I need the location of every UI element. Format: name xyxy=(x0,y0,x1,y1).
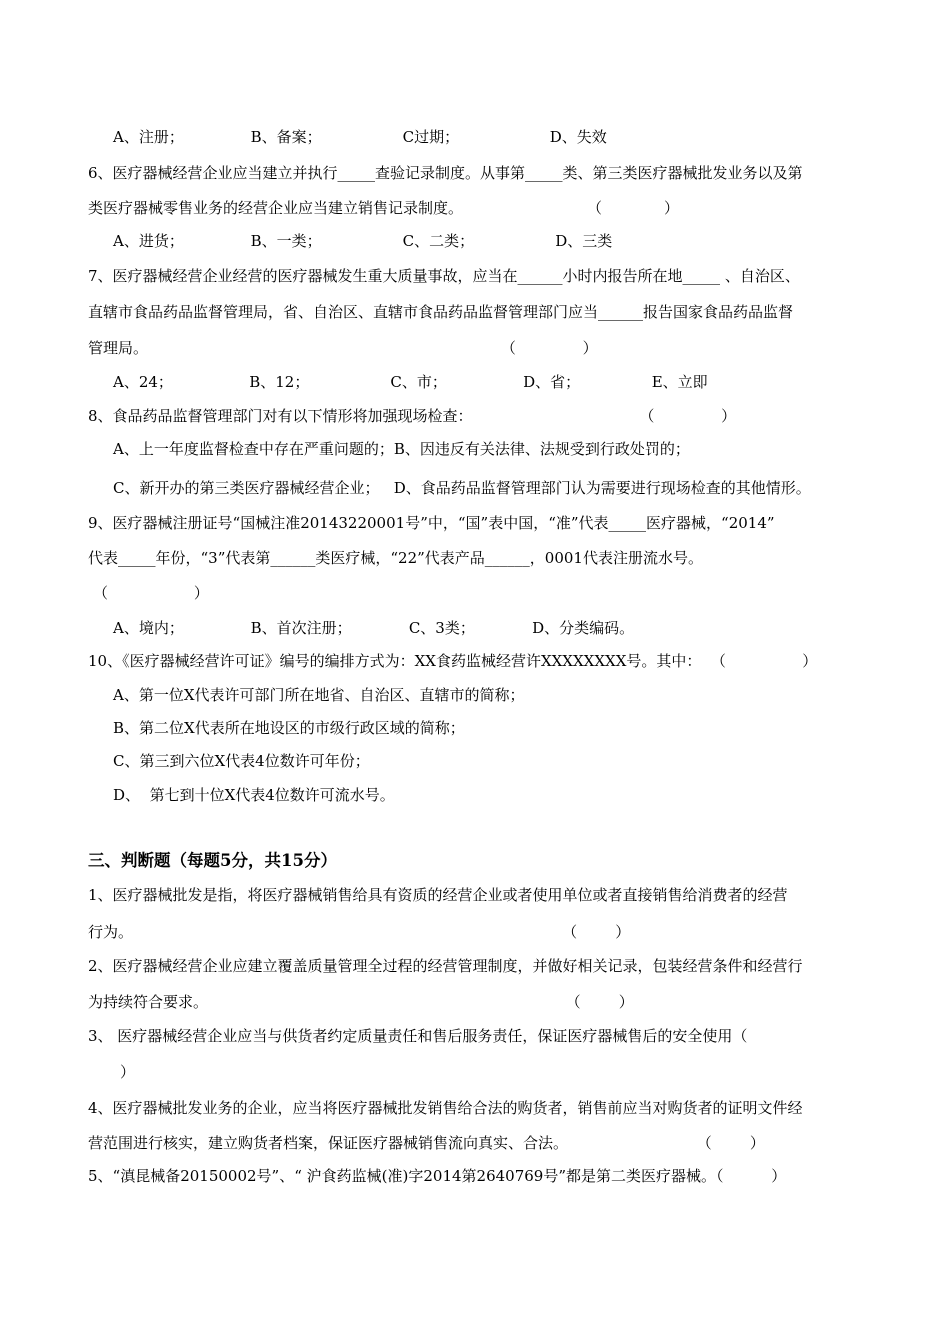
q9-options: A、境内； B、首次注册； C、3类； D、分类编码。 xyxy=(113,619,635,637)
tf2-line2: 为持续符合要求。 （ ） xyxy=(88,993,634,1011)
tf1-line2: 行为。 （ ） xyxy=(88,923,631,941)
q10-line1: 10、《医疗器械经营许可证》编号的编排方式为：XX食药监械经营许XXXXXXXX号。其中： （ ） xyxy=(88,652,818,670)
tf4-line1: 4、医疗器械批发业务的企业，应当将医疗器械批发销售给合法的购货者，销售前应当对购货者的证明文件经 xyxy=(88,1099,803,1117)
tf3-line2: ） xyxy=(120,1063,136,1081)
q7-options: A、24； B、12； C、市； D、省； E、立即 xyxy=(113,373,708,391)
q10-option-c: C、第三到六位X代表4位数许可年份； xyxy=(113,752,370,770)
q7-line1: 7、医疗器械经营企业经营的医疗器械发生重大质量事故，应当在______小时内报告所在地_____ 、自治区、 xyxy=(88,267,800,285)
q9-line2: 代表_____年份，“3”代表第______类医疗械，“22”代表产品______，0001代表注册流水号。 xyxy=(88,549,703,567)
q6-line1: 6、医疗器械经营企业应当建立并执行_____查验记录制度。从事第_____类、第三类医疗器械批发业务以及第 xyxy=(88,164,803,182)
q6-line2: 类医疗器械零售业务的经营企业应当建立销售记录制度。 （ ） xyxy=(88,199,679,217)
tf4-line2: 营范围进行核实，建立购货者档案，保证医疗器械销售流向真实、合法。 （ ） xyxy=(88,1134,765,1152)
tf3-line1: 3、 医疗器械经营企业应当与供货者约定质量责任和售后服务责任，保证医疗器械售后的安全使用（ xyxy=(88,1027,748,1045)
section-three-heading: 三、判断题（每题5分，共15分） xyxy=(88,851,337,870)
q8-options-ab: A、上一年度监督检查中存在严重问题的；B、因违反有关法律、法规受到行政处罚的； xyxy=(113,440,690,458)
q9-answer-blank: （ ） xyxy=(93,584,209,602)
q8-line1: 8、食品药品监督管理部门对有以下情形将加强现场检查： （ ） xyxy=(88,407,737,425)
q7-line3: 管理局。 （ ） xyxy=(88,339,598,357)
q8-options-cd: C、新开办的第三类医疗器械经营企业； D、食品药品监督管理部门认为需要进行现场检查的其他情形。 xyxy=(113,479,811,497)
tf2-line1: 2、医疗器械经营企业应建立覆盖质量管理全过程的经营管理制度，并做好相关记录，包装经营条件和经营行 xyxy=(88,957,803,975)
q5-options: A、注册； B、备案； C过期； D、失效 xyxy=(113,128,607,146)
q6-options: A、进货； B、一类； C、二类； D、三类 xyxy=(113,232,613,250)
q7-line2: 直辖市食品药品监督管理局，省、自治区、直辖市食品药品监督管理部门应当______报告国家食品药品监督 xyxy=(88,303,794,321)
tf1-line1: 1、医疗器械批发是指，将医疗器械销售给具有资质的经营企业或者使用单位或者直接销售给消费者的经营 xyxy=(88,886,788,904)
q10-option-b: B、第二位X代表所在地设区的市级行政区域的简称； xyxy=(113,719,465,737)
q10-option-a: A、第一位X代表许可部门所在地省、自治区、直辖市的简称； xyxy=(113,686,525,704)
tf5-line1: 5、“滇昆械备20150002号”、“ 沪食药监械(准)字2014第2640769号”都是第二类医疗器械。（ ） xyxy=(88,1167,787,1185)
q10-option-d: D、 第七到十位X代表4位数许可流水号。 xyxy=(113,786,395,804)
q9-line1: 9、医疗器械注册证号“国械注准20143220001号”中，“国”表中国，“准”代表_____医疗器械，“2014” xyxy=(88,514,775,532)
